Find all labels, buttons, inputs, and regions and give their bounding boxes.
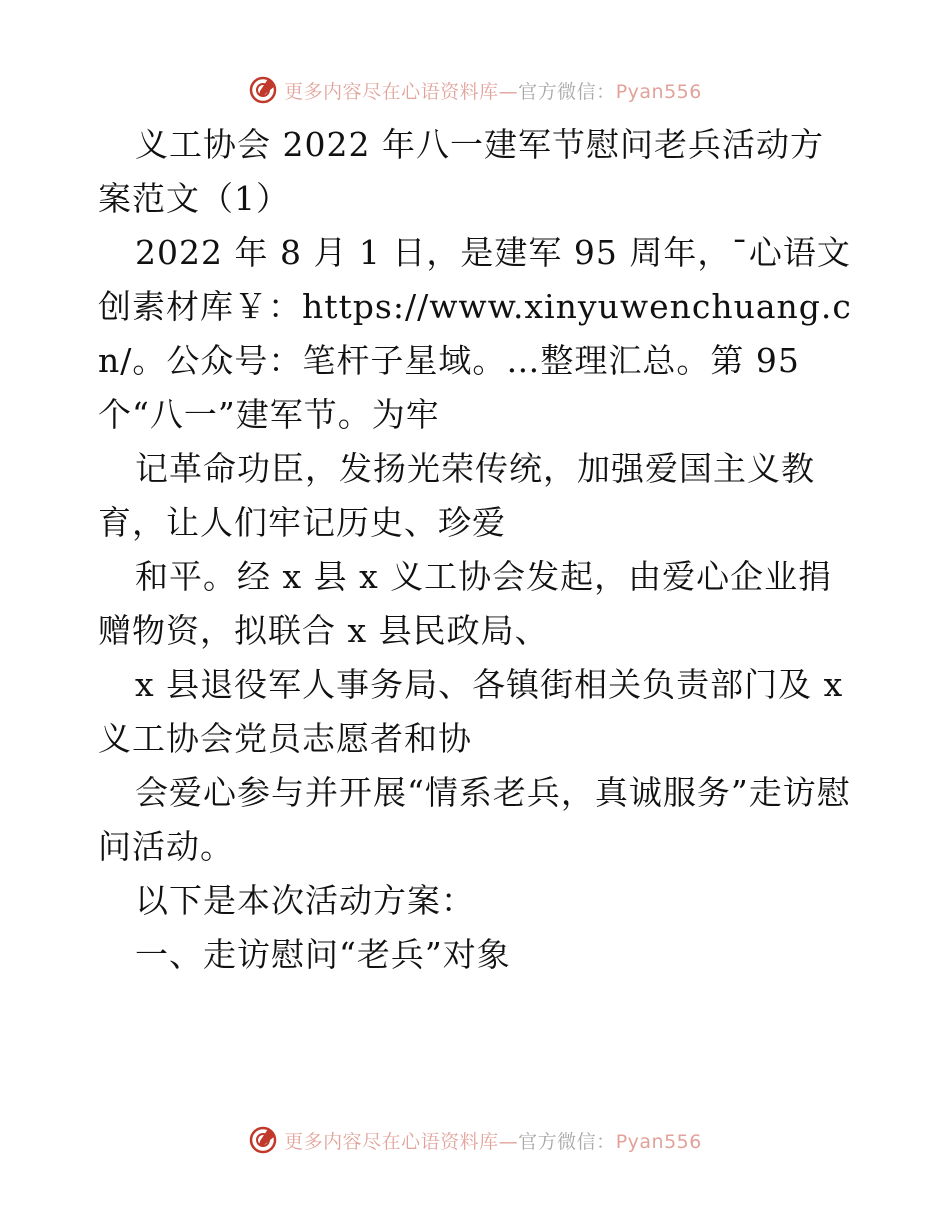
watermark-text (284, 77, 702, 104)
paragraph: 记革命功臣，发扬光荣传统，加强爱国主义教育，让人们牢记历史、珍爱 (98, 449, 815, 542)
pen-logo-icon (248, 1125, 278, 1155)
paragraph: 和平。经 x 县 x 义工协会发起，由爱心企业捐赠物资，拟联合 x 县民政局、 (98, 557, 833, 650)
watermark-wechat-label: 官方微信： (518, 1130, 616, 1153)
doc-title: 义工协会 2022 年八一建军节慰问老兵活动方案范文（1） (98, 125, 824, 218)
pen-logo-icon (248, 75, 278, 105)
watermark-wechat-label: 官方微信： (518, 80, 616, 103)
watermark-text (284, 1127, 702, 1154)
section-heading: 一、走访慰问“老兵”对象 (135, 935, 511, 974)
watermark-separator: — (498, 1130, 519, 1153)
paragraph: x 县退役军人事务局、各镇街相关负责部门及 x 义工协会党员志愿者和协 (98, 665, 844, 758)
watermark-main: 更多内容尽在心语资料库 (284, 1130, 499, 1153)
watermark-main: 更多内容尽在心语资料库 (284, 80, 499, 103)
paragraph: 2022 年 8 月 1 日，是建军 95 周年，¯心语文创素材库￥：https://www.xinyuwenchuang.cn/。公众号：笔杆子星域。…整理汇总。第 95 个“八一”建军节。为牢 (98, 233, 852, 434)
watermark-separator: — (498, 80, 519, 103)
paragraph: 以下是本次活动方案： (135, 881, 475, 920)
document-body (98, 118, 856, 982)
header-watermark (0, 70, 950, 110)
paragraph: 会爱心参与并开展“情系老兵，真诚服务”走访慰问活动。 (98, 773, 851, 866)
watermark-wechat-id: Pyan556 (615, 80, 702, 103)
footer-watermark (0, 1120, 950, 1160)
watermark-wechat-id: Pyan556 (615, 1130, 702, 1153)
